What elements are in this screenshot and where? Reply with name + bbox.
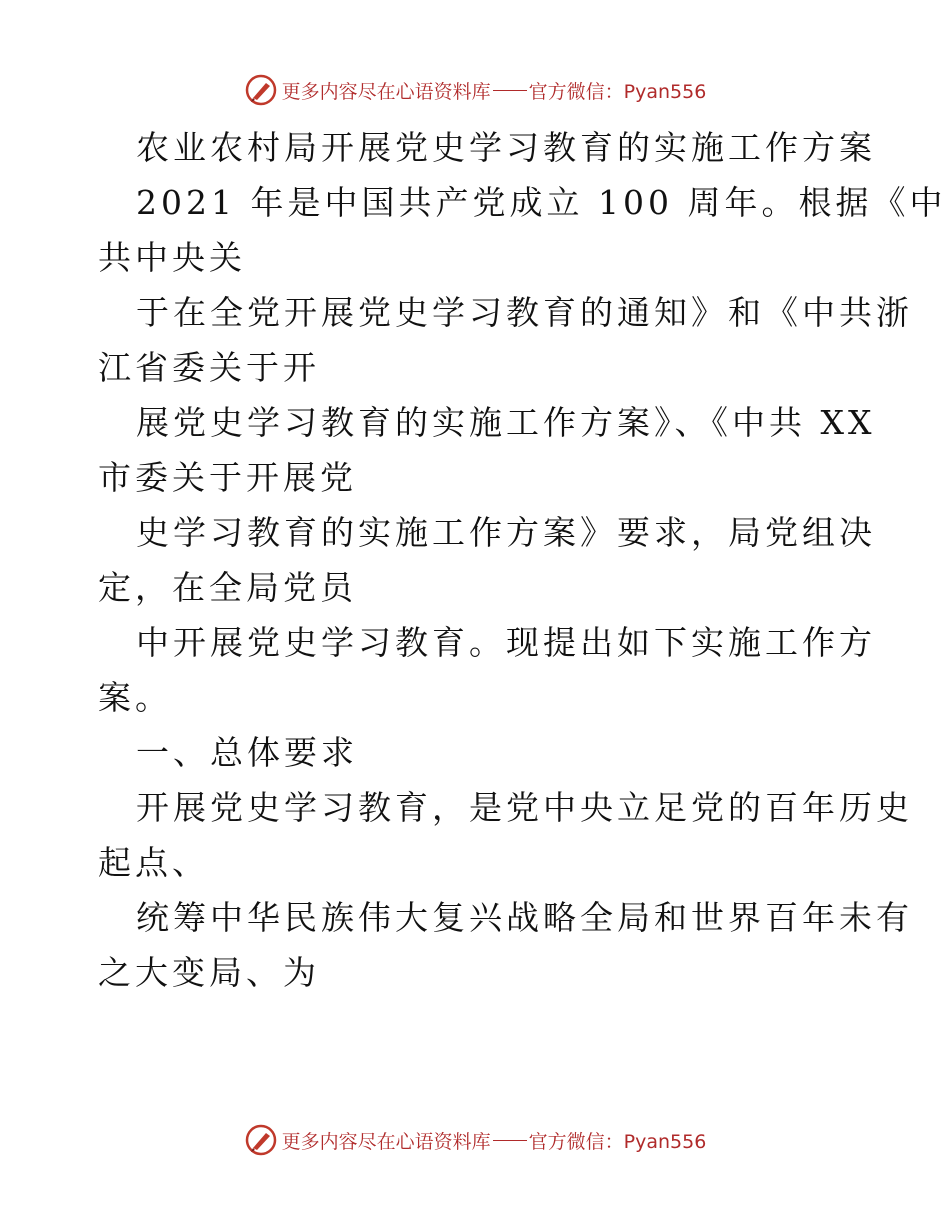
doc-line: 市委关于开展党 <box>98 458 357 497</box>
doc-line: 之大变局、为 <box>98 953 320 992</box>
doc-line: 开展党史学习教育，是党中央立足党的百年历史 <box>136 788 913 827</box>
pen-logo-icon <box>244 1123 278 1157</box>
doc-line: 展党史学习教育的实施工作方案》、《中共 XX <box>136 403 876 442</box>
banner-wechat-text: 官方微信：Pyan556 <box>528 80 707 103</box>
doc-line: 农业农村局开展党史学习教育的实施工作方案 <box>136 128 876 167</box>
banner-dash <box>493 1140 527 1141</box>
banner-wechat-text: 官方微信：Pyan556 <box>528 1130 707 1153</box>
doc-line: 统筹中华民族伟大复兴战略全局和世界百年未有 <box>136 898 913 937</box>
banner-site-text: 更多内容尽在心语资料库 <box>281 80 491 103</box>
doc-line: 中开展党史学习教育。现提出如下实施工作方 <box>136 623 876 662</box>
document-body <box>98 120 947 1000</box>
doc-line: 史学习教育的实施工作方案》要求，局党组决 <box>136 513 876 552</box>
pen-logo-icon <box>244 73 278 107</box>
header-banner <box>0 68 950 112</box>
footer-banner <box>0 1118 950 1162</box>
doc-line: 江省委关于开 <box>98 348 320 387</box>
section-heading: 一、总体要求 <box>136 733 358 772</box>
banner-site-text: 更多内容尽在心语资料库 <box>281 1130 491 1153</box>
doc-line: 2021 年是中国共产党成立 100 周年。根据《中 <box>136 183 947 222</box>
doc-line: 案。 <box>98 678 172 717</box>
banner-dash <box>493 90 527 91</box>
doc-line: 共中央关 <box>98 238 246 277</box>
doc-line: 定，在全局党员 <box>98 568 357 607</box>
doc-line: 起点、 <box>98 843 209 882</box>
doc-line: 于在全党开展党史学习教育的通知》和《中共浙 <box>136 293 913 332</box>
